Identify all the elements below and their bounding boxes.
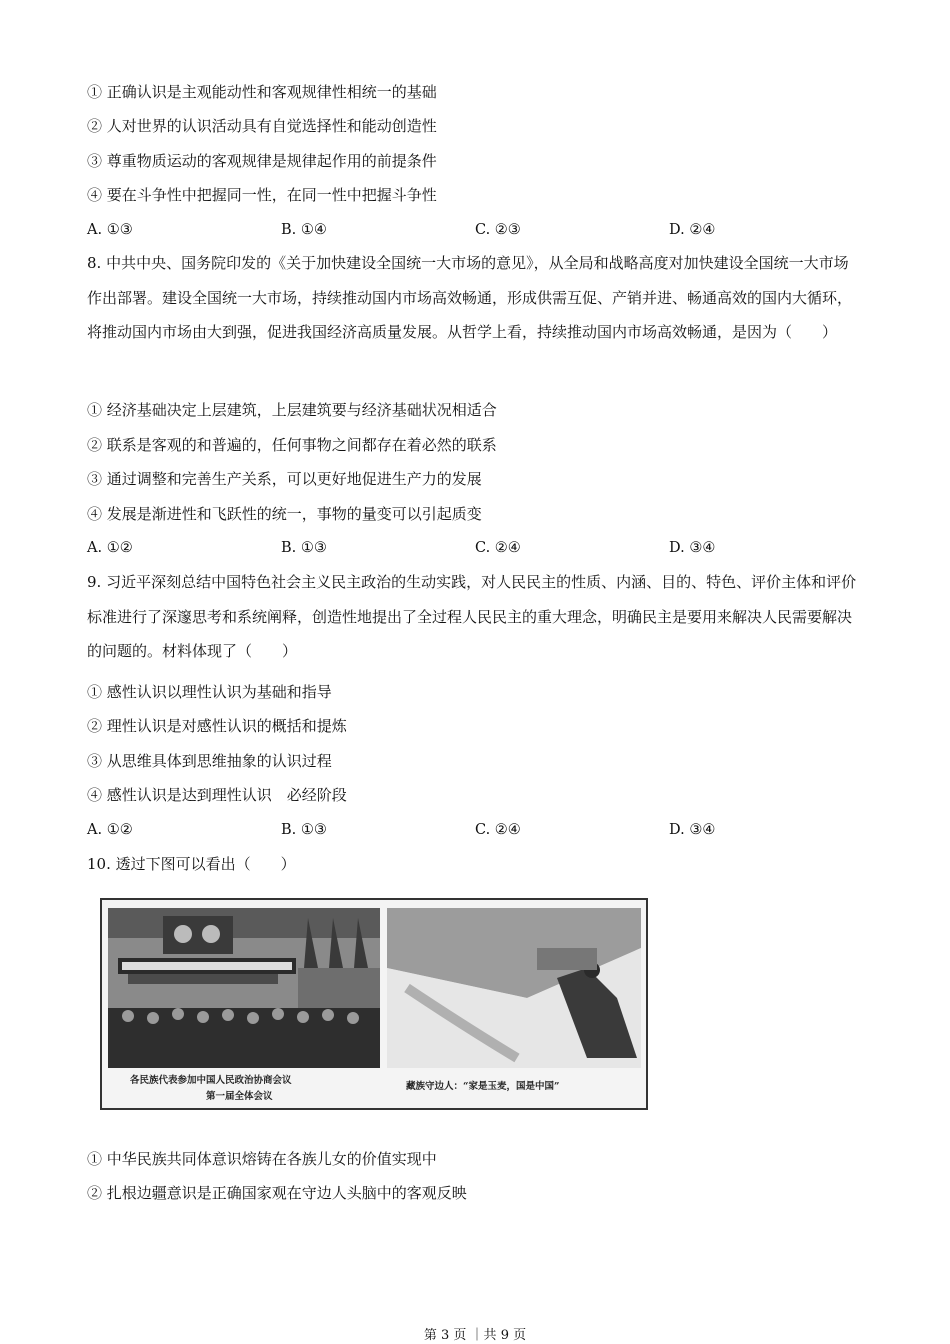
figure-caption-left-1: 各民族代表参加中国人民政治协商会议 xyxy=(130,1075,292,1086)
q8-option-d[interactable]: D. ③④ xyxy=(669,540,716,556)
q8-statement-1: ① 经济基础决定上层建筑，上层建筑要与经济基础状况相适合 xyxy=(87,401,497,419)
q10-stem: 10. 透过下图可以看出（ ） xyxy=(87,855,296,873)
q7-statement-2: ② 人对世界的认识活动具有自觉选择性和能动创造性 xyxy=(87,117,437,135)
q9-statement-1: ① 感性认识以理性认识为基础和指导 xyxy=(87,683,332,701)
q7-option-b[interactable]: B. ①④ xyxy=(281,222,327,238)
q7-statement-3: ③ 尊重物质运动的客观规律是规律起作用的前提条件 xyxy=(87,152,437,170)
q7-statement-4: ④ 要在斗争性中把握同一性，在同一性中把握斗争性 xyxy=(87,186,437,204)
q7-statement-1: ① 正确认识是主观能动性和客观规律性相统一的基础 xyxy=(87,83,437,101)
q8-option-b[interactable]: B. ①③ xyxy=(281,540,327,556)
q7-option-c[interactable]: C. ②③ xyxy=(475,222,521,238)
q9-options xyxy=(87,820,863,840)
q8-statement-4: ④ 发展是渐进性和飞跃性的统一，事物的量变可以引起质变 xyxy=(87,505,482,523)
q9-option-c[interactable]: C. ②④ xyxy=(475,822,521,838)
q8-statement-2: ② 联系是客观的和普遍的，任何事物之间都存在着必然的联系 xyxy=(87,436,497,454)
figure-caption-left-2: 第一届全体会议 xyxy=(206,1091,273,1102)
figure-caption-right: 藏族守边人：“家是玉麦，国是中国” xyxy=(406,1081,560,1092)
q9-option-d[interactable]: D. ③④ xyxy=(669,822,716,838)
q9-statement-4: ④ 感性认识是达到理性认识 必经阶段 xyxy=(87,786,347,804)
q9-stem: 9. 习近平深刻总结中国特色社会主义民主政治的生动实践，对人民民主的性质、内涵、目的、特色、评价主体和评价标准进行了深邃思考和系统阐释，创造性地提出了全过程人民民主的重大理念，明确民主是要用来解决人民需要解决的问题的。材料体现了（ ） xyxy=(87,573,857,660)
border-guard-photo xyxy=(387,908,641,1068)
q9-statement-3: ③ 从思维具体到思维抽象的认识过程 xyxy=(87,752,332,770)
q8-options xyxy=(87,538,863,558)
q9-statement-2: ② 理性认识是对感性认识的概括和提炼 xyxy=(87,717,347,735)
q9-option-b[interactable]: B. ①③ xyxy=(281,822,327,838)
q7-options xyxy=(87,220,863,240)
q7-option-a[interactable]: A. ①③ xyxy=(87,222,133,238)
q10-figure xyxy=(100,898,648,1110)
q10-statement-1: ① 中华民族共同体意识熔铸在各族儿女的价值实现中 xyxy=(87,1150,437,1168)
q9-option-a[interactable]: A. ①② xyxy=(87,822,133,838)
q8-option-a[interactable]: A. ①② xyxy=(87,540,133,556)
cppcc-meeting-photo xyxy=(108,908,380,1068)
page-footer: 第 3 页 ｜共 9 页 xyxy=(423,1328,527,1343)
q8-option-c[interactable]: C. ②④ xyxy=(475,540,521,556)
q8-stem: 8. 中共中央、国务院印发的《关于加快建设全国统一大市场的意见》，从全局和战略高度对加快建设全国统一大市场作出部署。建设全国统一大市场，持续推动国内市场高效畅通，形成供需互促、产销并进、畅通高效的国内大循环，将推动国内市场由大到强，促进我国经济高质量发展。从哲学上看，持续推动国内市场高效畅通，是因为（ ） xyxy=(87,254,853,341)
q10-statement-2: ② 扎根边疆意识是正确国家观在守边人头脑中的客观反映 xyxy=(87,1184,467,1202)
q7-option-d[interactable]: D. ②④ xyxy=(669,222,716,238)
q8-statement-3: ③ 通过调整和完善生产关系，可以更好地促进生产力的发展 xyxy=(87,470,482,488)
